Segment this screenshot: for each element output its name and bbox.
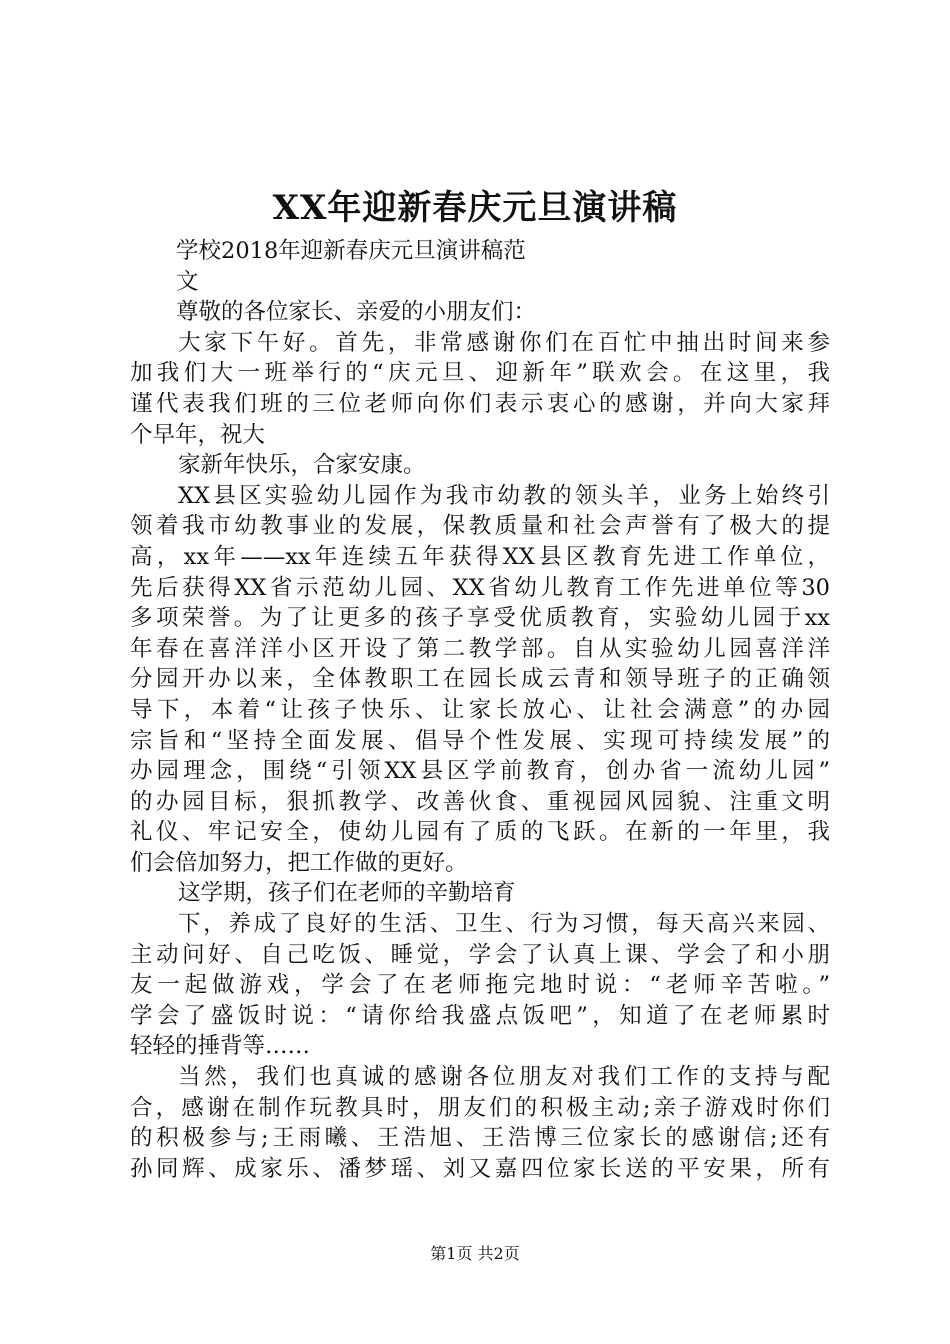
paragraph-line: 合，感谢在制作玩教具时，朋友们的积极主动;亲子游戏时你们: [130, 1094, 830, 1121]
paragraph-line: 先后获得XX省示范幼儿园、XX省幼儿教育工作先进单位等30: [130, 574, 830, 601]
paragraph-line: 谨代表我们班的三位老师向你们表示衷心的感谢，并向大家拜: [130, 390, 830, 417]
document-body: [130, 236, 830, 1184]
paragraph-line: XX县区实验幼儿园作为我市幼教的领头羊，业务上始终引: [178, 482, 830, 509]
paragraph-line: 孙同辉、成家乐、潘梦瑶、刘又嘉四位家长送的平安果，所有: [130, 1155, 830, 1182]
paragraph-line: 多项荣誉。为了让更多的孩子享受优质教育，实验幼儿园于xx: [130, 605, 830, 632]
paragraph-line: 下，养成了良好的生活、卫生、行为习惯，每天高兴来园、: [178, 911, 830, 938]
paragraph-line: 轻轻的捶背等……: [130, 1033, 311, 1060]
paragraph-line: 学校2018年迎新春庆元旦演讲稿范: [176, 238, 526, 264]
paragraph-line: 的办园目标，狠抓教学、改善伙食、重视园风园貌、注重文明: [130, 788, 830, 815]
paragraph-line: 大家下午好。首先，非常感谢你们在百忙中抽出时间来参: [178, 329, 830, 356]
paragraph-line: 这学期，孩子们在老师的辛勤培育: [178, 880, 516, 907]
paragraph-line: 高，xx年——xx年连续五年获得XX县区教育先进工作单位，: [130, 543, 830, 570]
paragraph-line: 年春在喜洋洋小区开设了第二教学部。自从实验幼儿园喜洋洋: [130, 635, 830, 662]
paragraph-line: 当然，我们也真诚的感谢各位朋友对我们工作的支持与配: [178, 1064, 830, 1091]
paragraph-line: 领着我市幼教事业的发展，保教质量和社会声誉有了极大的提: [130, 513, 830, 540]
document-title: XX年迎新春庆元旦演讲稿: [272, 188, 678, 228]
paragraph-line: 主动问好、自己吃饭、睡觉，学会了认真上课、学会了和小朋: [130, 941, 830, 968]
paragraph-line: 文: [176, 268, 199, 295]
paragraph-line: 家新年快乐，合家安康。: [178, 452, 426, 479]
page-footer: 第1页 共2页: [430, 1244, 520, 1263]
paragraph-line: 友一起做游戏，学会了在老师拖完地时说：“老师辛苦啦。”: [130, 972, 830, 999]
paragraph-line: 们会倍加努力，把工作做的更好。: [130, 849, 468, 876]
paragraph-line: 加我们大一班举行的“庆元旦、迎新年”联欢会。在这里，我: [130, 360, 830, 387]
paragraph-line: 导下，本着“让孩子快乐、让家长放心、让社会满意”的办园: [130, 696, 830, 723]
paragraph-line: 个早年，祝大: [130, 421, 266, 448]
paragraph-line: 尊敬的各位家长、亲爱的小朋友们：: [176, 299, 537, 326]
paragraph-line: 学会了盛饭时说：“请你给我盛点饭吧”，知道了在老师累时: [130, 1002, 830, 1029]
paragraph-line: 礼仪、牢记安全，使幼儿园有了质的飞跃。在新的一年里，我: [130, 819, 830, 846]
paragraph-line: 宗旨和“坚持全面发展、倡导个性发展、实现可持续发展”的: [130, 727, 830, 754]
paragraph-line: 办园理念，围绕“引领XX县区学前教育，创办省一流幼儿园”: [130, 758, 830, 785]
paragraph-line: 分园开办以来，全体教职工在园长成云青和领导班子的正确领: [130, 666, 830, 693]
paragraph-line: 的积极参与;王雨曦、王浩旭、王浩博三位家长的感谢信;还有: [130, 1125, 830, 1152]
